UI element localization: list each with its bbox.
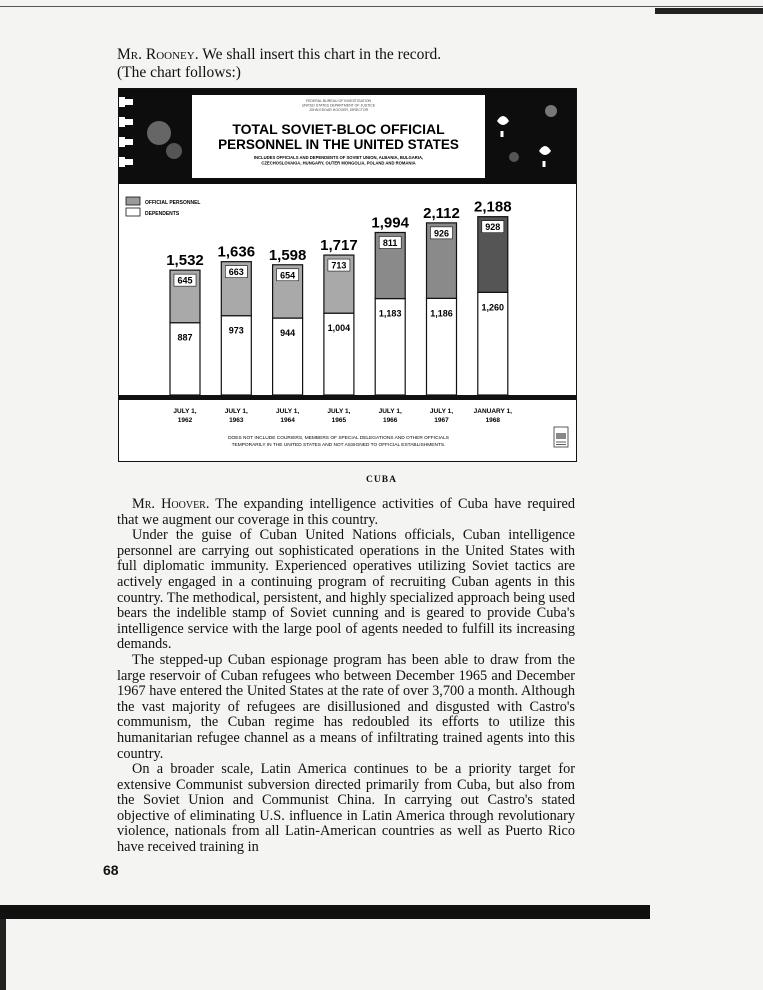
legend-label-official: OFFICIAL PERSONNEL — [145, 200, 201, 206]
page-number: 68 — [103, 862, 119, 878]
chart-title-line-2: PERSONNEL IN THE UNITED STATES — [218, 137, 459, 152]
x-tick-label-year: 1967 — [434, 417, 449, 424]
paragraph-2: Under the guise of Cuban United Nations officials, Cuban intelligence personnel are carrying out sophisticated operations in the United States with full diplomatic immunity. Experienced operatives utilizing Soviet tactics are actively engaged in a continuing program of recruiting Cuban agents in this country. The methodical, persistent, and highly specialized approach being used bears the indelible stamp of Soviet cunning and is geared to provide Cuba's intelligence service with the large pool of agents needed to fulfill its increasing demands. — [117, 527, 575, 653]
x-tick-label-year: 1966 — [382, 417, 398, 424]
official-value-label: 926 — [433, 228, 450, 239]
paragraph-3: The stepped-up Cuban espionage program has been able to draw from the large reservoir of Cuban refugees who between December 1965 and December 1967 have entered the United States at the rate of over 3,700 a month. Although the vast majority of refugees are disillusioned and disgusted with Castro's communism, the Cuban regime has redoubled its efforts to utilize this humanitarian refugee channel as a means of infiltrating trained agents into this country. — [117, 651, 575, 762]
dependents-value-label: 973 — [228, 325, 244, 336]
scan-bottom-band — [0, 905, 650, 919]
scan-top-edge — [655, 8, 763, 14]
agency-line-3: JOHN EDGAR HOOVER, DIRECTOR — [308, 108, 369, 112]
chart-footnote-line-2: TEMPORARILY IN THE UNITED STATES AND NOT ASSIGNED TO OFFICIAL ESTABLISHMENTS. — [231, 443, 446, 448]
dependents-value-label: 1,186 — [430, 308, 453, 319]
agency-line-2: UNITED STATES DEPARTMENT OF JUSTICE — [301, 103, 376, 108]
official-value-label: 663 — [228, 267, 244, 278]
x-tick-label-date: JULY 1, — [378, 408, 402, 415]
dependents-value-label: 944 — [280, 328, 296, 339]
chart-footnote-line-1: DOES NOT INCLUDE COURIERS, MEMBERS OF SPECIAL DELEGATIONS AND OTHER OFFICIALS — [228, 436, 449, 441]
x-tick-label-year: 1964 — [280, 417, 295, 424]
chart-bars — [166, 199, 511, 395]
intro-block — [117, 46, 441, 82]
x-tick-label-date: JULY 1, — [327, 408, 351, 415]
dependents-value-label: 1,004 — [327, 323, 351, 334]
paragraph-1 — [117, 497, 575, 528]
legend-swatch-dependents — [126, 208, 140, 216]
chart-svg — [119, 89, 576, 461]
x-tick-label-date: JULY 1, — [276, 408, 300, 415]
scan-left-edge — [0, 919, 6, 990]
chart-title-line-1: TOTAL SOVIET-BLOC OFFICIAL — [232, 121, 445, 137]
total-value-label: 1,717 — [320, 237, 358, 255]
total-value-label: 2,188 — [474, 198, 512, 216]
x-tick-label-date: JULY 1, — [173, 408, 197, 415]
total-value-label: 1,532 — [166, 252, 204, 270]
x-tick-label-date: JANUARY 1, — [473, 408, 512, 415]
official-value-label: 645 — [177, 275, 193, 286]
x-tick-label-date: JULY 1, — [429, 408, 454, 415]
scan-top-rule — [0, 6, 763, 7]
speaker-rooney: Mr. Rooney. — [117, 46, 199, 63]
total-value-label: 1,598 — [268, 246, 307, 264]
paragraph-1-text: The expanding intelligence activities of Cuba have required that we augment our coverage in this country. — [117, 496, 576, 528]
x-tick-label-year: 1965 — [331, 417, 347, 424]
section-heading-cuba: CUBA — [366, 475, 397, 485]
total-value-label: 1,994 — [371, 214, 409, 232]
dependents-value-label: 1,260 — [481, 302, 505, 313]
intro-line-2: (The chart follows:) — [117, 64, 241, 81]
intro-statement: We shall insert this chart in the record. — [202, 46, 442, 63]
paragraph-4: On a broader scale, Latin America continues to be a priority target for extensive Communist subversion directed primarily from Cuba, but also from the Soviet Union and Communist China. In carrying out Castro's stated objective of eliminating U.S. influence in Latin America through revolutionary violence, nationals from all Latin-American countries as well as Puerto Rico have received training in — [117, 761, 575, 856]
official-value-label: 928 — [485, 222, 501, 233]
chart-baseline — [119, 395, 576, 400]
official-value-label: 713 — [331, 260, 347, 271]
fbi-seal-icon — [554, 427, 568, 447]
chart-x-labels — [173, 408, 512, 424]
intro-line-1 — [117, 46, 441, 64]
official-value-label: 654 — [280, 270, 296, 281]
x-tick-label-year: 1968 — [485, 417, 501, 424]
dependents-value-label: 1,183 — [378, 308, 402, 319]
x-tick-label-year: 1962 — [177, 417, 193, 424]
x-tick-label-date: JULY 1, — [224, 408, 248, 415]
chart-subtitle-line-2: CZECHOSLOVAKIA, HUNGARY, OUTER MONGOLIA, POLAND AND ROMANIA — [261, 160, 416, 166]
speaker-hoover: Mr. Hoover. — [132, 496, 210, 512]
chart-subtitle-line-1: INCLUDES OFFICIALS AND DEPENDENTS OF SOVIET UNION, ALBANIA, BULGARIA, — [253, 155, 424, 160]
x-tick-label-year: 1963 — [229, 417, 244, 424]
legend-label-dependents: DEPENDENTS — [145, 211, 180, 217]
legend-swatch-official — [126, 197, 140, 205]
dependents-value-label: 887 — [177, 332, 193, 343]
total-value-label: 1,636 — [217, 243, 256, 261]
official-value-label: 811 — [382, 237, 398, 248]
soviet-bloc-chart — [118, 88, 577, 462]
testimony-body — [117, 497, 575, 856]
chart-legend — [126, 197, 200, 217]
total-value-label: 2,112 — [423, 204, 460, 222]
agency-line-1: FEDERAL BUREAU OF INVESTIGATION — [305, 99, 372, 103]
